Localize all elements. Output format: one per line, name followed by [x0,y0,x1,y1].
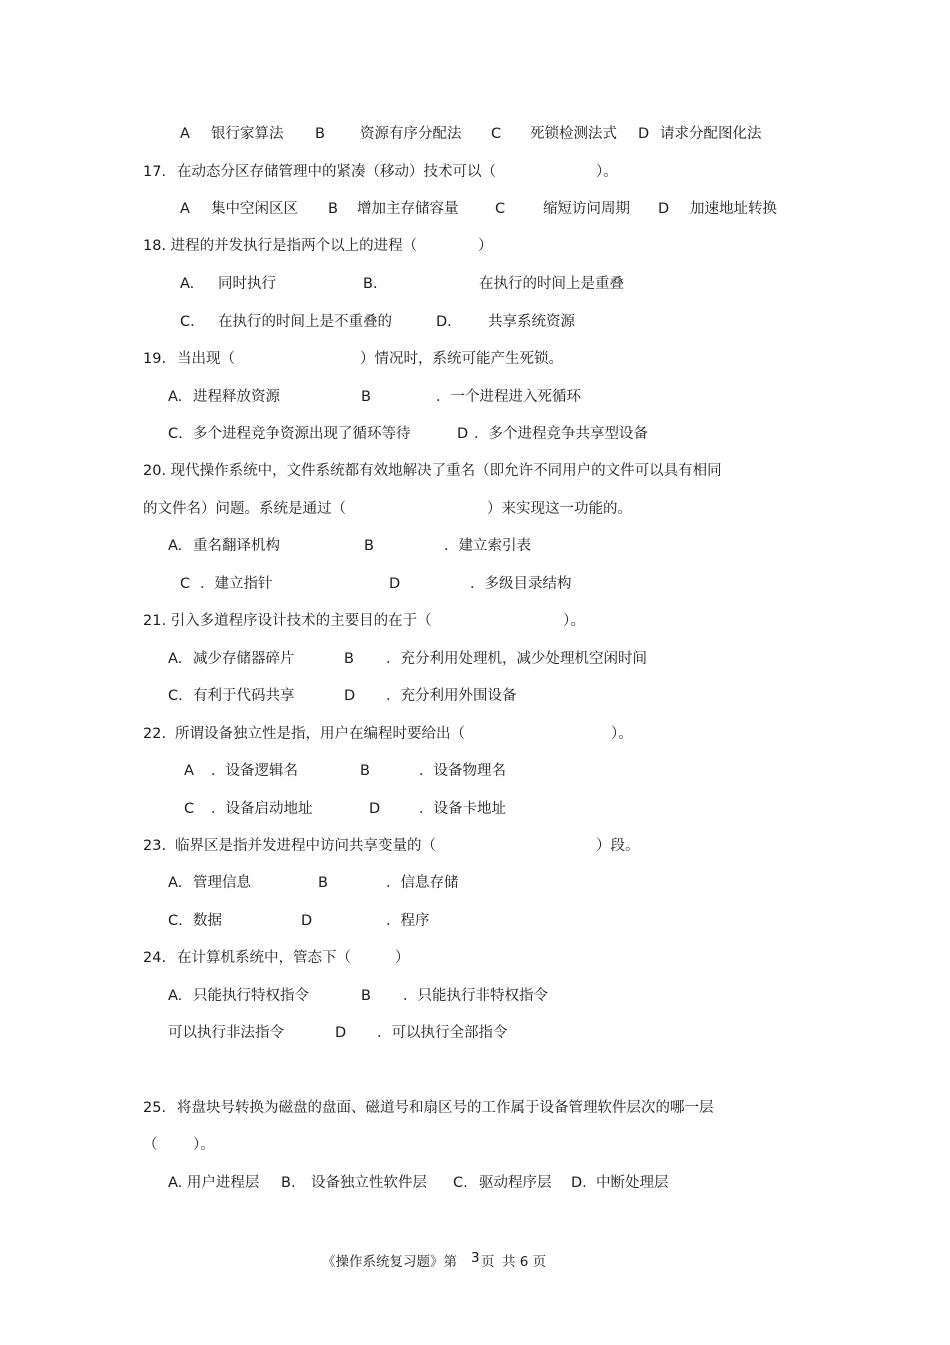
option-text: 可以执行非法指令 [168,1025,284,1041]
option-letter: C [180,576,191,592]
option-text: 请求分配图化法 [660,126,762,142]
question-text: 在计算机系统中，管态下（ [177,950,351,966]
question-close: ） [478,238,493,254]
question-number: 22. [143,726,167,742]
question-number: 23. [143,838,167,854]
option-letter: D [344,688,356,704]
option-text: ．一个进程进入死循环 [436,389,581,405]
question-number: 17. [143,164,167,180]
option-letter: A. [168,651,183,667]
option-text: 集中空闲区区 [211,201,298,217]
option-letter: C. [168,688,183,704]
question-close: ）段。 [596,838,640,854]
option-letter: A [184,763,194,779]
option-text: ．可以执行全部指令 [377,1025,508,1041]
option-text: 管理信息 [193,875,251,891]
option-text: 数据 [193,913,222,929]
option-text: ．建立指针 [200,576,273,592]
q23-options-cd [0,911,950,931]
q25-answer-blank [0,1135,950,1155]
option-text: ．多级目录结构 [470,576,572,592]
q18-options-ab [0,274,950,294]
option-text: ．信息存储 [386,875,459,891]
option-letter: D [658,201,670,217]
option-letter: B [360,763,370,779]
question-text: 将盘块号转换为磁盘的盘面、磁道号和扇区号的工作属于设备管理软件层次的哪一层 [177,1100,714,1116]
option-text: 减少存储器碎片 [193,651,295,667]
question-text: 18. 进程的并发执行是指两个以上的进程（ [143,238,418,254]
option-letter: C [491,126,502,142]
option-text: 加速地址转换 [690,201,777,217]
q22-options-cd [0,799,950,819]
option-text: 银行家算法 [211,126,284,142]
option-letter: B [318,875,328,891]
option-letter: C. [453,1175,468,1191]
question-close: ） [395,950,410,966]
question-close: ）。 [596,164,618,180]
option-letter: A [180,126,190,142]
option-letter: A. [168,389,183,405]
option-letter: C. [168,913,183,929]
question-close: ）。 [611,726,633,742]
question-text: 临界区是指并发进程中访问共享变量的（ [175,838,436,854]
option-letter: D [369,801,381,817]
option-letter: C [184,801,195,817]
option-text: 重名翻译机构 [193,538,280,554]
q23-options-ab [0,873,950,893]
question-number: 19. [143,351,167,367]
footer-page-number: 3 [471,1250,480,1266]
page-footer [0,1250,950,1270]
option-text: 共享系统资源 [488,314,575,330]
option-letter: A. [180,276,195,292]
option-letter: D [389,576,401,592]
q18-options-cd [0,312,950,332]
q20-stem-line1: 20. 现代操作系统中，文件系统都有效地解决了重名（即允许不同用户的文件可以具有相同 [143,463,722,479]
option-text: ．充分利用处理机，减少处理机空闲时间 [386,651,647,667]
question-number: 24. [143,950,167,966]
q24-stem [0,948,950,968]
question-text: 在动态分区存储管理中的紧凑（移动）技术可以（ [177,164,496,180]
question-close: ）。 [563,613,585,629]
option-letter: B [328,201,338,217]
option-text: ．设备卡地址 [419,801,506,817]
option-letter: C. [180,314,195,330]
option-letter: A. [168,988,183,1004]
option-letter: B. [281,1175,296,1191]
option-text: 有利于代码共享 [193,688,295,704]
option-text: ．程序 [386,913,430,929]
q20-options-cd [0,574,950,594]
option-letter: A. [168,538,183,554]
option-text: 进程释放资源 [193,389,280,405]
q18-stem [0,236,950,256]
option-letter: B [315,126,325,142]
question-close: ）来实现这一功能的。 [487,501,632,517]
option-text: 同时执行 [218,276,276,292]
footer-total-pages: 共 6 页 [502,1254,547,1270]
q21-options-cd [0,686,950,706]
option-text: 增加主存储容量 [357,201,459,217]
option-text: 在执行的时间上是不重叠的 [218,314,392,330]
option-letter: A. [168,875,183,891]
option-letter: B [344,651,354,667]
option-text: 死锁检测法式 [530,126,617,142]
question-text: 21. 引入多道程序设计技术的主要目的在于（ [143,613,432,629]
option-text: ．建立索引表 [444,538,531,554]
option-a: A. 用户进程层 [168,1175,260,1191]
option-text: 驱动程序层 [479,1175,552,1191]
q16-options [0,124,950,144]
option-letter: B [361,988,371,1004]
q20-stem-line2 [0,499,950,519]
paren-close: ）。 [193,1137,215,1153]
q17-options [0,199,950,219]
option-text: ．设备物理名 [419,763,506,779]
q17-stem [0,162,950,182]
footer-title: 《操作系统复习题》第 [322,1254,457,1270]
option-letter: A [180,201,190,217]
option-letter: C. [168,426,183,442]
option-letter: D [301,913,313,929]
q21-stem [0,611,950,631]
q22-stem [0,724,950,744]
q22-options-ab [0,761,950,781]
option-letter: D. [436,314,452,330]
option-letter: B [364,538,374,554]
option-text: 中断处理层 [596,1175,669,1191]
question-text: 的文件名）问题。系统是通过（ [143,501,346,517]
paren-open: （ [143,1137,158,1153]
q24-options-cd [0,1023,950,1043]
option-letter: D [457,426,469,442]
option-text: ．多个进程竞争共享型设备 [474,426,648,442]
option-letter: D [335,1025,347,1041]
option-text: 在执行的时间上是重叠 [479,276,624,292]
option-text: ．充分利用外围设备 [386,688,517,704]
q20-options-ab [0,536,950,556]
q21-options-ab [0,649,950,669]
q19-stem [0,349,950,369]
option-letter: B [361,389,371,405]
q25-stem [0,1098,950,1118]
option-text: ．只能执行非特权指令 [403,988,548,1004]
question-text: 所谓设备独立性是指，用户在编程时要给出（ [175,726,465,742]
q25-options [0,1173,950,1193]
q19-options-cd [0,424,950,444]
option-text: ．设备启动地址 [211,801,313,817]
question-text: 当出现（ [177,351,235,367]
option-text: 设备独立性软件层 [311,1175,427,1191]
footer-page-unit: 页 [481,1254,495,1270]
option-text: 缩短访问周期 [543,201,630,217]
option-letter: D [638,126,650,142]
option-text: ．设备逻辑名 [211,763,298,779]
q19-options-ab [0,387,950,407]
q23-stem [0,836,950,856]
option-letter: B. [363,276,378,292]
option-letter: D. [571,1175,587,1191]
q24-options-ab [0,986,950,1006]
option-text: 资源有序分配法 [360,126,462,142]
option-text: 只能执行特权指令 [193,988,309,1004]
question-close: ）情况时，系统可能产生死锁。 [360,351,563,367]
option-letter: C [495,201,506,217]
question-number: 25. [143,1100,167,1116]
option-text: 多个进程竞争资源出现了循环等待 [193,426,411,442]
